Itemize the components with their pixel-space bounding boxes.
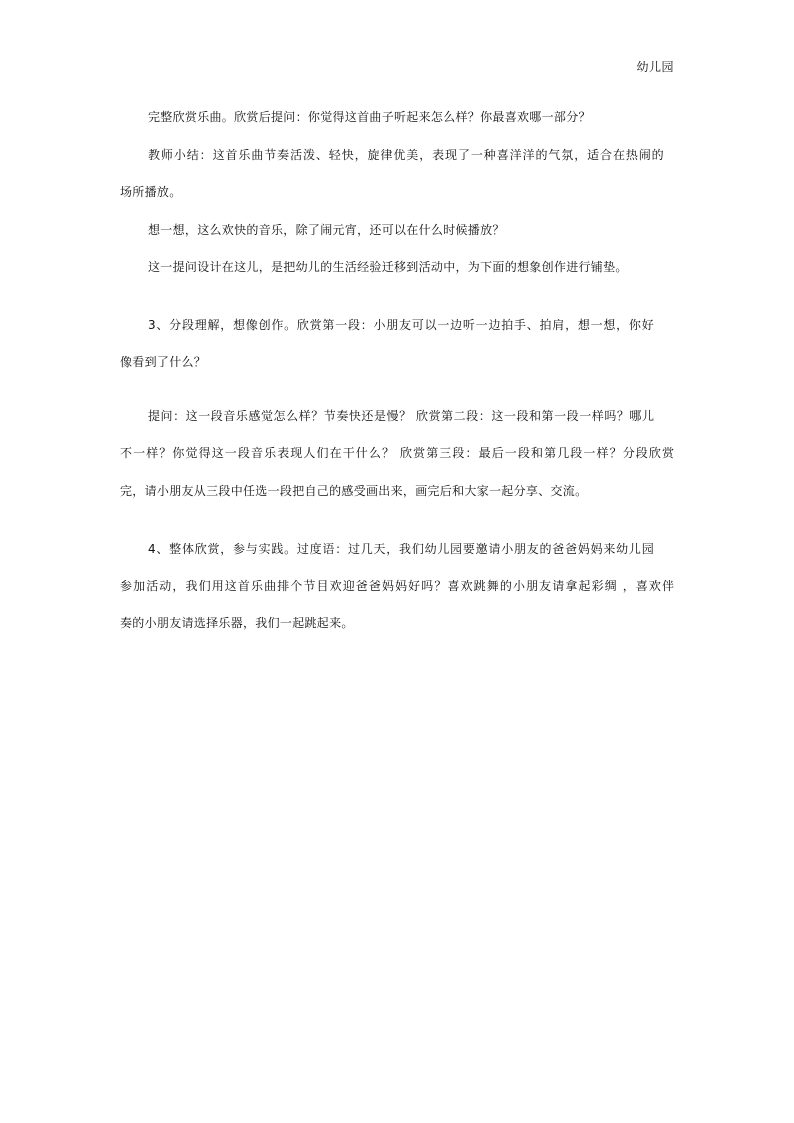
page-header: 幼儿园	[636, 60, 674, 74]
paragraph-line: 完，请小朋友从三段中任选一段把自己的感受画出来，画完后和大家一起分享、交流。	[120, 484, 588, 498]
paragraph-line: 完整欣赏乐曲。欣赏后提问：你觉得这首曲子听起来怎么样？你最喜欢哪一部分？	[148, 110, 591, 124]
paragraph-line: 场所播放。	[120, 185, 182, 199]
paragraph-line: 这一提问设计在这儿，是把幼儿的生活经验迁移到活动中，为下面的想象创作进行铺垫。	[148, 260, 628, 274]
paragraph-line: 3、分段理解，想像创作。欣赏第一段：小朋友可以一边听一边拍手、拍肩，想一想，你好	[148, 318, 654, 332]
paragraph-line: 提问：这一段音乐感觉怎么样？节奏快还是慢？ 欣赏第二段：这一段和第一段一样吗？哪儿	[148, 409, 654, 423]
paragraph-line: 像看到了什么？	[120, 355, 207, 369]
paragraph-line: 参加活动，我们用这首乐曲排个节目欢迎爸爸妈妈好吗？喜欢跳舞的小朋友请拿起彩绸 ，喜欢伴	[120, 579, 674, 593]
paragraph-line: 4、整体欣赏，参与实践。过度语：过几天，我们幼儿园要邀请小朋友的爸爸妈妈来幼儿园	[148, 542, 654, 556]
paragraph-line: 不一样？你觉得这一段音乐表现人们在干什么？ 欣赏第三段：最后一段和第几段一样？分段欣赏	[120, 446, 674, 460]
paragraph-line: 教师小结：这首乐曲节奏活泼、轻快，旋律优美，表现了一种喜洋洋的气氛，适合在热闹的	[148, 148, 664, 162]
paragraph-line: 想一想，这么欢快的音乐，除了闹元宵，还可以在什么时候播放？	[148, 223, 505, 237]
paragraph-line: 奏的小朋友请选择乐器，我们一起跳起来。	[120, 616, 354, 630]
